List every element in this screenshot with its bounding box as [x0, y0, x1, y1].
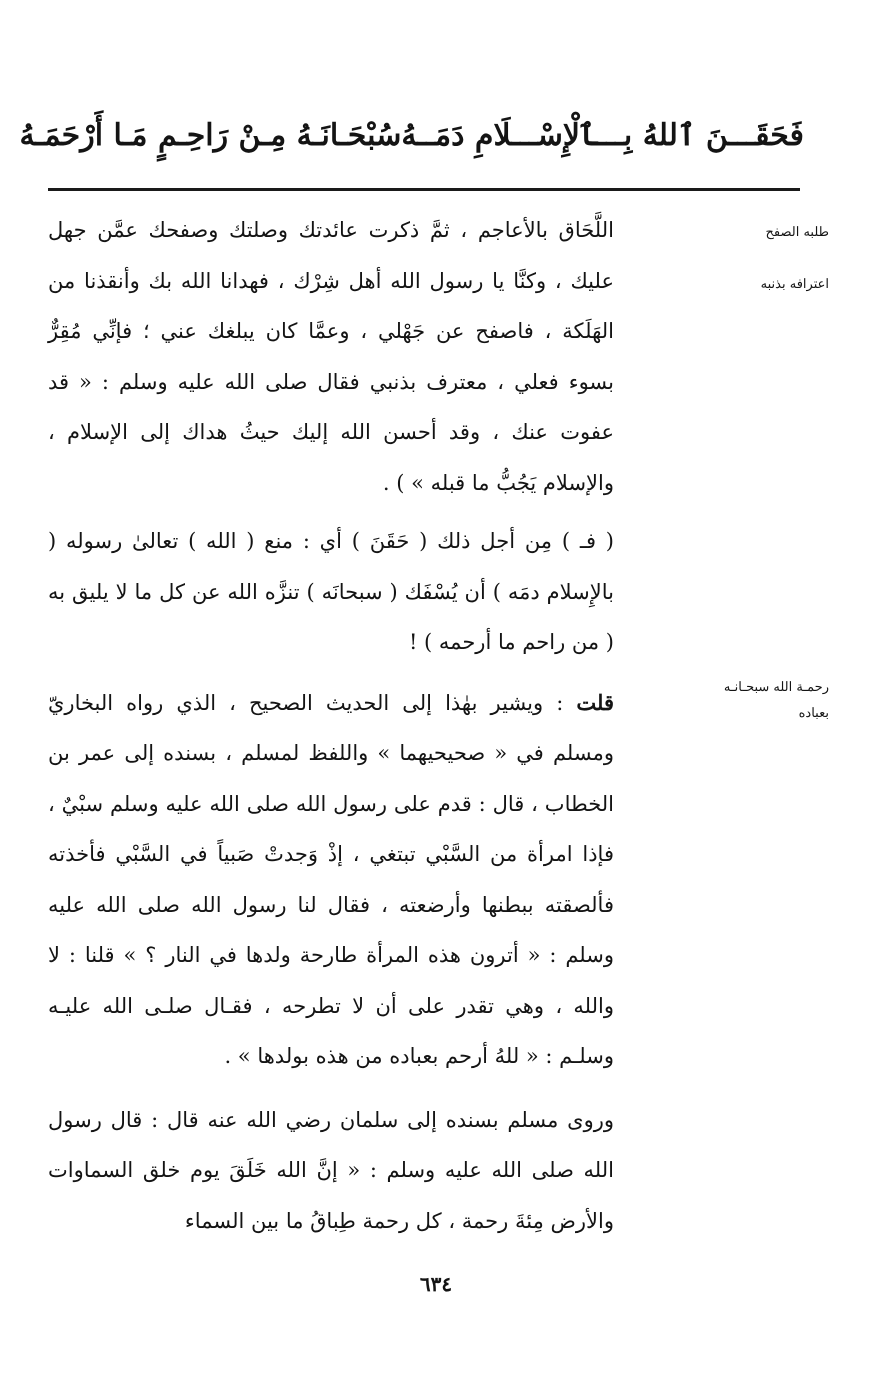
margin-note-request-pardon: طلبه الصفح: [765, 225, 829, 240]
verse-first-hemistich: فَحَقَـــنَ ٱللهُ بِـــٱلْإِسْـــلَامِ دَمَــهُ: [401, 117, 804, 153]
margin-note-confession: اعترافه بذنبه: [760, 277, 829, 292]
page-number: ٦٣٤: [419, 1272, 453, 1296]
commentary-body: [48, 205, 614, 1246]
poem-verse: [19, 100, 804, 170]
paragraph-hadith-ending: اللَّحَاق بالأعاجم ، ثمَّ ذكرت عائدتك وصلتك وصفحك عمَّن جهل عليك ، وكنَّا يا رسول الله أهل شِرْك ، فهدانا الله بك وأنقذنا من الهَلَكة ، فاصفح عن جَهْلي ، وعمَّا كان يبلغك عني ؛ فإنِّي مُقِرٌّ بسوء فعلي ، معترف بذنبي فقال صلى الله عليه وسلم : « قد عفوت عنك ، وقد أحسن الله إليك حيثُ هداك إلى الإسلام ، والإسلام يَجُبُّ ما قبله » ) .: [48, 218, 614, 495]
paragraph-hadith-mother-text: : ويشير بهٰذا إلى الحديث الصحيح ، الذي رواه البخاريّ ومسلم في « صحيحيهما » واللفظ لمسلم ، بسنده إلى عمر بن الخطاب ، قال : قدم على رسول الله صلى الله عليه وسلم سبْيٌ ، فإذا امرأة من السَّبْي تبتغي ، إذْ وَجدتْ صَبياً في السَّبْي فأخذته فألصقته ببطنها وأرضعته ، فقال لنا رسول الله صلى الله عليه وسلم : « أترون هذه المرأة طارحة ولدها في النار ؟ » قلنا : لا والله ، وهي تقدر على أن لا تطرحه ، فقـال صلـى الله عليـه وسلـم : « للهُ أرحم بعباده من هذه بولدها » .: [48, 690, 614, 1068]
margin-note-divine-mercy: رحمـة الله سبحـانـه بعباده: [723, 680, 829, 721]
paragraph-verse-explanation: ( فـ ) مِن أجل ذلك ( حَقَنَ ) أي : منع ( الله ) تعالىٰ رسوله ( بالإِسلام دمَه ) أن يُسْفَك ( سبحانَه ) تنزَّه الله عن كل ما لا يليق به ( من راحم ما أرحمه ) !: [48, 529, 614, 654]
paragraph-hadith-mother: [48, 678, 614, 1082]
verse-second-hemistich: سُبْحَـانَـهُ مِـنْ رَاحِـمٍ مَـا أَرْحَمَـهُ: [19, 117, 402, 153]
paragraph-hadith-hundred-mercies: وروى مسلم بسنده إلى سلمان رضي الله عنه قال : قال رسول الله صلى الله عليه وسلم : « إنَّ الله خَلَقَ يوم خلق السماوات والأرض مِئةَ رحمة ، كل رحمة طِباقُ ما بين السماء: [48, 1107, 614, 1233]
qultu-label: قلت: [576, 689, 614, 715]
header-divider: [48, 188, 800, 191]
